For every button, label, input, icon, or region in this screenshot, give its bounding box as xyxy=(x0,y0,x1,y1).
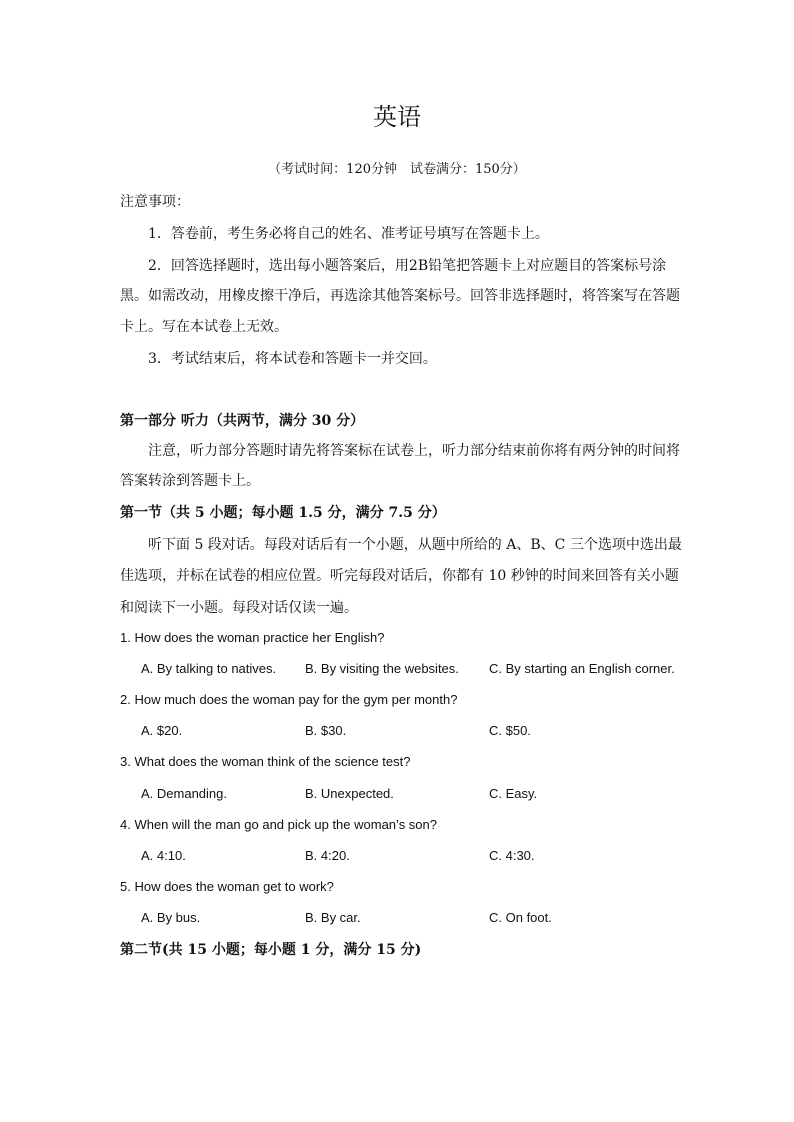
part1-note-line-2: 答案转涂到答题卡上。 xyxy=(120,473,260,489)
notice-heading: 注意事项： xyxy=(120,194,190,210)
notice-item-2-line-2: 黑。如需改动，用橡皮擦干净后，再选涂其他答案标号。回答非选择题时，将答案写在答题 xyxy=(120,288,680,304)
section1-instruction-line-3: 和阅读下一小题。每段对话仅读一遍。 xyxy=(120,600,358,616)
question-3-option-c: C. Easy. xyxy=(489,786,538,801)
section2-heading: 第二节(共 15 小题；每小题 1 分，满分 15 分) xyxy=(120,942,422,958)
question-5-option-a: A. By bus. xyxy=(141,910,201,925)
section1-heading: 第一节（共 5 小题；每小题 1.5 分，满分 7.5 分） xyxy=(120,505,446,521)
question-2-option-a: A. $20. xyxy=(141,723,183,738)
section1-instruction-line-1: 听下面 5 段对话。每段对话后有一个小题，从题中所给的 A、B、C 三个选项中选出最 xyxy=(148,537,682,553)
part1-note-line-1: 注意，听力部分答题时请先将答案标在试卷上，听力部分结束前你将有两分钟的时间将 xyxy=(148,443,680,459)
question-5-option-b: B. By car. xyxy=(305,910,361,925)
question-3-option-b: B. Unexpected. xyxy=(305,786,394,801)
question-5: 5. How does the woman get to work? xyxy=(120,879,334,894)
question-1: 1. How does the woman practice her English? xyxy=(120,630,385,645)
exam-subtitle: （考试时间：120分钟 试卷满分：150分） xyxy=(268,162,526,177)
page-title: 英语 xyxy=(373,103,421,131)
part1-heading: 第一部分 听力（共两节，满分 30 分） xyxy=(120,413,365,429)
question-4-option-c: C. 4:30. xyxy=(489,848,535,863)
section1-instruction-line-2: 佳选项，并标在试卷的相应位置。听完每段对话后，你都有 10 秒钟的时间来回答有关小题 xyxy=(120,568,679,584)
notice-item-1: 1．答卷前，考生务必将自己的姓名、准考证号填写在答题卡上。 xyxy=(148,226,549,242)
question-5-option-c: C. On foot. xyxy=(489,910,552,925)
notice-item-2-line-1: 2．回答选择题时，选出每小题答案后，用2B铅笔把答题卡上对应题目的答案标号涂 xyxy=(148,258,667,274)
question-4-option-a: A. 4:10. xyxy=(141,848,186,863)
notice-item-3: 3．考试结束后，将本试卷和答题卡一并交回。 xyxy=(148,351,437,367)
question-2: 2. How much does the woman pay for the gym per month? xyxy=(120,692,458,707)
question-2-option-b: B. $30. xyxy=(305,723,347,738)
question-1-option-a: A. By talking to natives. xyxy=(141,661,277,676)
notice-item-2-line-3: 卡上。写在本试卷上无效。 xyxy=(120,319,288,335)
question-4: 4. When will the man go and pick up the woman’s son? xyxy=(120,817,437,832)
question-1-option-c: C. By starting an English corner. xyxy=(489,661,675,676)
question-2-option-c: C. $50. xyxy=(489,723,531,738)
question-4-option-b: B. 4:20. xyxy=(305,848,350,863)
question-3-option-a: A. Demanding. xyxy=(141,786,227,801)
question-3: 3. What does the woman think of the science test? xyxy=(120,754,411,769)
question-1-option-b: B. By visiting the websites. xyxy=(305,661,459,676)
